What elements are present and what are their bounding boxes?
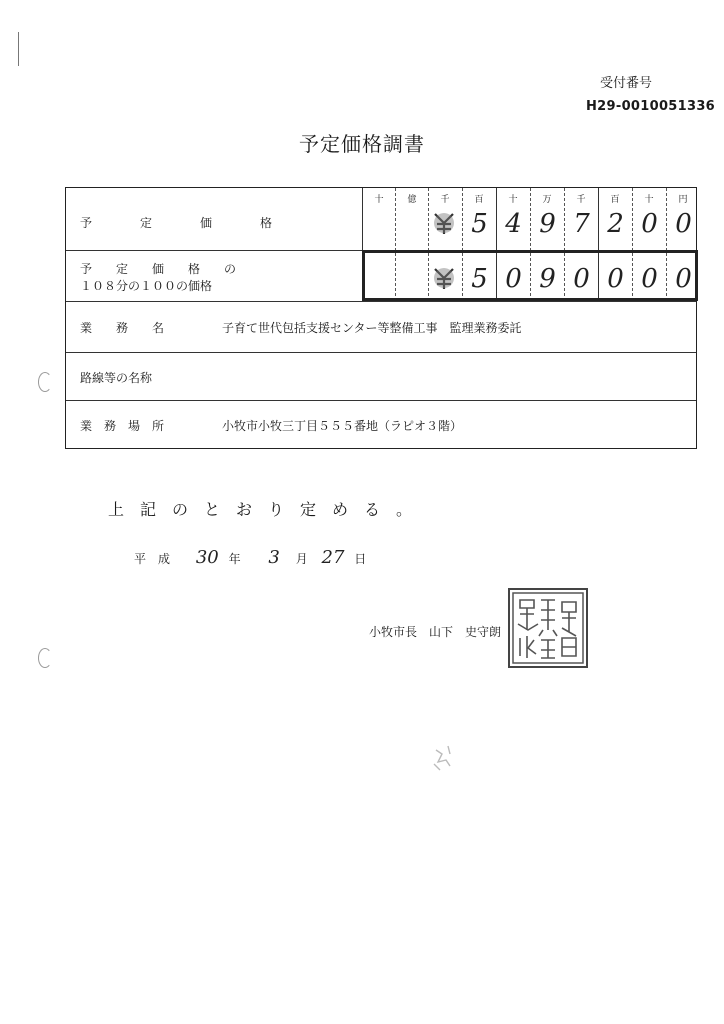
punch-hole-icon [38, 648, 52, 668]
date-era: 平 成 [134, 552, 171, 566]
statement-text: 上 記 の と お り 定 め る 。 [108, 500, 413, 519]
digit-one: 0 [675, 264, 692, 294]
price-108-label-line2: １０８分の１００の価格 [80, 279, 213, 293]
signatory-name: 小牧市長 山下 史守朗 [369, 625, 502, 639]
unit-header: 円 [678, 195, 688, 205]
price-table [65, 187, 697, 449]
unit-header: 千 [440, 195, 450, 205]
price-108-label-line1: 予 定 価 格 の [80, 262, 237, 276]
receipt-number: H29-0010051336 [586, 99, 716, 114]
business-location-label: 業 務 場 所 [80, 419, 165, 433]
unit-header: 百 [610, 195, 620, 205]
date-day-unit: 日 [354, 552, 367, 566]
unit-header: 百 [474, 195, 484, 205]
date-year-unit: 年 [228, 552, 241, 566]
date-day: 27 [321, 547, 345, 568]
digit-hundred-million-tens: 5 [471, 209, 488, 239]
unit-header: 億 [407, 195, 417, 205]
business-location-value: 小牧市小牧三丁目５５５番地（ラピオ３階） [222, 419, 463, 433]
receipt-label: 受付番号 [600, 76, 653, 91]
seal-graphic [510, 590, 586, 666]
business-name-value: 子育て世代包括支援センター等整備工事 監理業務委託 [222, 321, 522, 335]
unit-header: 十 [374, 195, 384, 205]
digit-thousand: 2 [607, 209, 624, 239]
yen-stamp-icon [431, 210, 457, 236]
unit-header: 十 [644, 195, 654, 205]
unit-header: 十 [508, 195, 518, 205]
digit-ten-thousand: 9 [539, 264, 556, 294]
digit-hundred-thousand: 0 [505, 264, 522, 294]
business-name-label: 業 務 名 [80, 321, 165, 335]
digit-ten-thousand: 7 [573, 209, 590, 239]
official-seal-icon [508, 588, 588, 668]
row-divider [66, 400, 696, 401]
route-name-label: 路線等の名称 [80, 371, 153, 385]
stamp-residue-icon [430, 742, 460, 776]
date-year: 30 [195, 547, 219, 568]
yen-stamp-icon [431, 265, 457, 291]
digit-thousand: 0 [573, 264, 590, 294]
digit-hundred-thousand: 9 [539, 209, 556, 239]
unit-header: 千 [576, 195, 586, 205]
row-divider [66, 301, 696, 302]
digit-million: 4 [505, 209, 522, 239]
unit-header: 万 [542, 195, 552, 205]
digit-one: 0 [675, 209, 692, 239]
digit-million: 5 [471, 264, 488, 294]
date-month-unit: 月 [295, 552, 308, 566]
date-month: 3 [268, 547, 280, 568]
row-divider [66, 352, 696, 353]
digit-hundred: 0 [641, 209, 658, 239]
binding-mark [18, 32, 19, 66]
document-title: 予定価格調書 [299, 132, 425, 156]
punch-hole-icon [38, 372, 52, 392]
planned-price-label: 予 定 価 格 [80, 216, 273, 230]
date-line [134, 547, 366, 568]
digit-hundred: 0 [607, 264, 624, 294]
digit-ten: 0 [641, 264, 658, 294]
